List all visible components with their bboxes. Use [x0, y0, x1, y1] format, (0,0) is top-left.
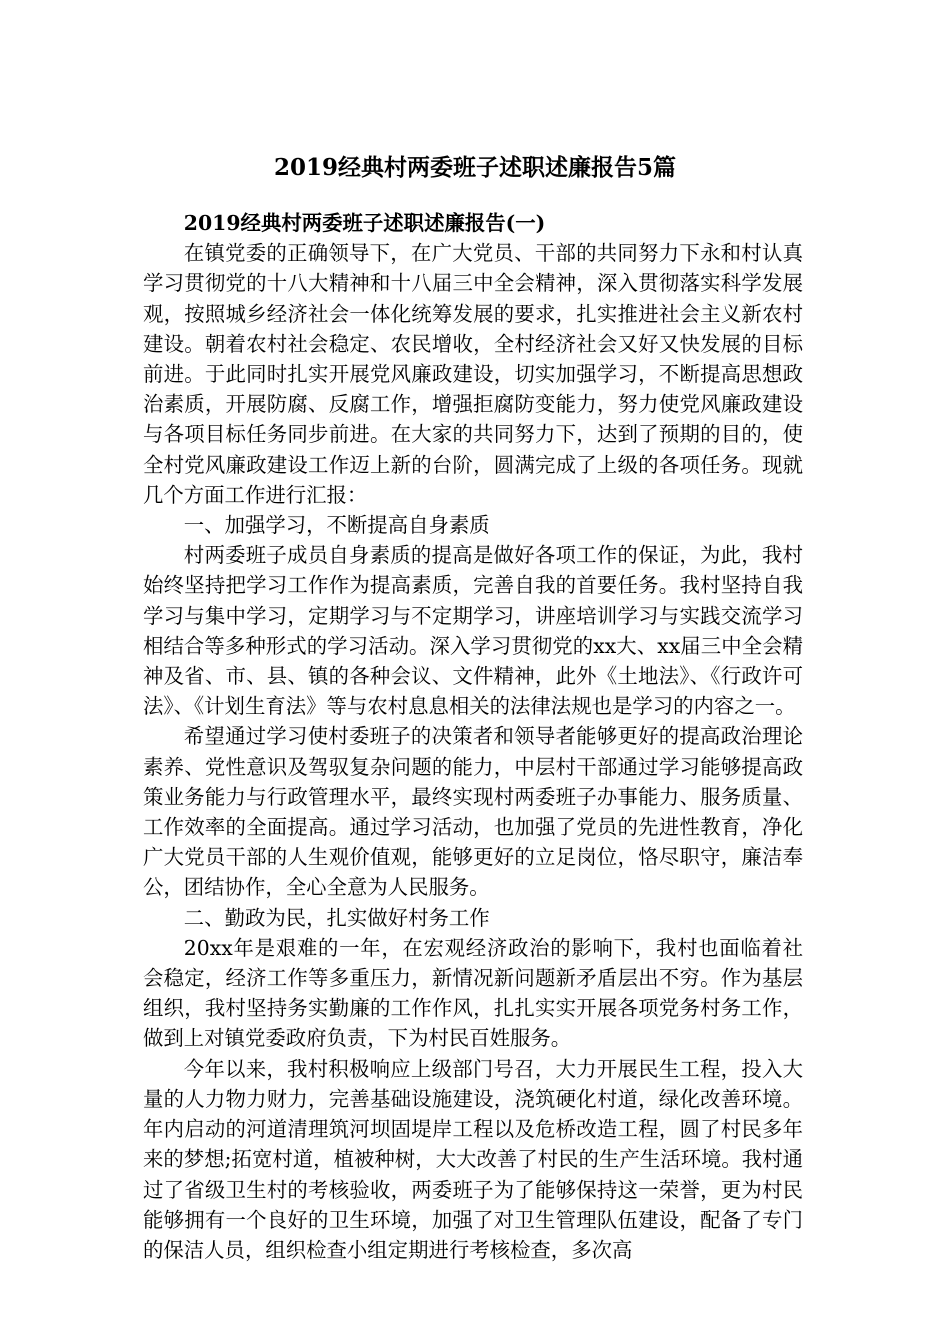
heading-study: 一、加强学习，不断提高自身素质	[183, 513, 490, 538]
paragraph-affairs-1: 20xx年是艰难的一年，在宏观经济政治的影响下，我村也面临着社会稳定，经济工作等多重压力，新情况新问题新矛盾层出不穷。作为基层组织，我村坚持务实勤廉的工作作风，扎扎实实开展各项党务村务工作，做到上对镇党委政府负责，下为村民百姓服务。	[143, 935, 803, 1051]
paragraph-study-1: 村两委班子成员自身素质的提高是做好各项工作的保证，为此，我村始终坚持把学习工作作为提高素质，完善自我的首要任务。我村坚持自我学习与集中学习，定期学习与不定期学习，讲座培训学习与实践交流学习相结合等多种形式的学习活动。深入学习贯彻党的xx大、xx届三中全会精神及省、市、县、镇的各种会议、文件精神，此外《土地法》、《行政许可法》、《计划生育法》等与农村息息相关的法律法规也是学习的内容之一。	[143, 543, 803, 719]
paragraph-study-2: 希望通过学习使村委班子的决策者和领导者能够更好的提高政治理论素养、党性意识及驾驭复杂问题的能力，中层村干部通过学习能够提高政策业务能力与行政管理水平，最终实现村两委班子办事能力、服务质量、工作效率的全面提高。通过学习活动，也加强了党员的先进性教育，净化广大党员干部的人生观价值观，能够更好的立足岗位，恪尽职守，廉洁奉公，团结协作，全心全意为人民服务。	[143, 724, 803, 900]
heading-village-affairs: 二、勤政为民，扎实做好村务工作	[183, 905, 490, 930]
document-title: 2019经典村两委班子述职述廉报告5篇	[273, 154, 677, 181]
document-body	[143, 208, 803, 1265]
paragraph-intro: 在镇党委的正确领导下，在广大党员、干部的共同努力下永和村认真学习贯彻党的十八大精神和十八届三中全会精神，深入贯彻落实科学发展观，按照城乡经济社会一体化统筹发展的要求，扎实推进社会主义新农村建设。朝着农村社会稳定、农民增收，全村经济社会又好又快发展的目标前进。于此同时扎实开展党风廉政建设，切实加强学习，不断提高思想政治素质，开展防腐、反腐工作，增强拒腐防变能力，努力使党风廉政建设与各项目标任务同步前进。在大家的共同努力下，达到了预期的目的，使全村党风廉政建设工作迈上新的台阶，圆满完成了上级的各项任务。现就几个方面工作进行汇报：	[143, 241, 803, 507]
section-title: 2019经典村两委班子述职述廉报告(一)	[183, 211, 546, 235]
paragraph-affairs-2: 今年以来，我村积极响应上级部门号召，大力开展民生工程，投入大量的人力物力财力，完善基础设施建设，浇筑硬化村道，绿化改善环境。年内启动的河道清理筑河坝固堤岸工程以及危桥改造工程，圆了村民多年来的梦想;拓宽村道，植被种树，大大改善了村民的生产生活环境。我村通过了省级卫生村的考核验收，两委班子为了能够保持这一荣誉，更为村民能够拥有一个良好的卫生环境，加强了对卫生管理队伍建设，配备了专门的保洁人员，组织检查小组定期进行考核检查，多次高	[143, 1056, 803, 1262]
